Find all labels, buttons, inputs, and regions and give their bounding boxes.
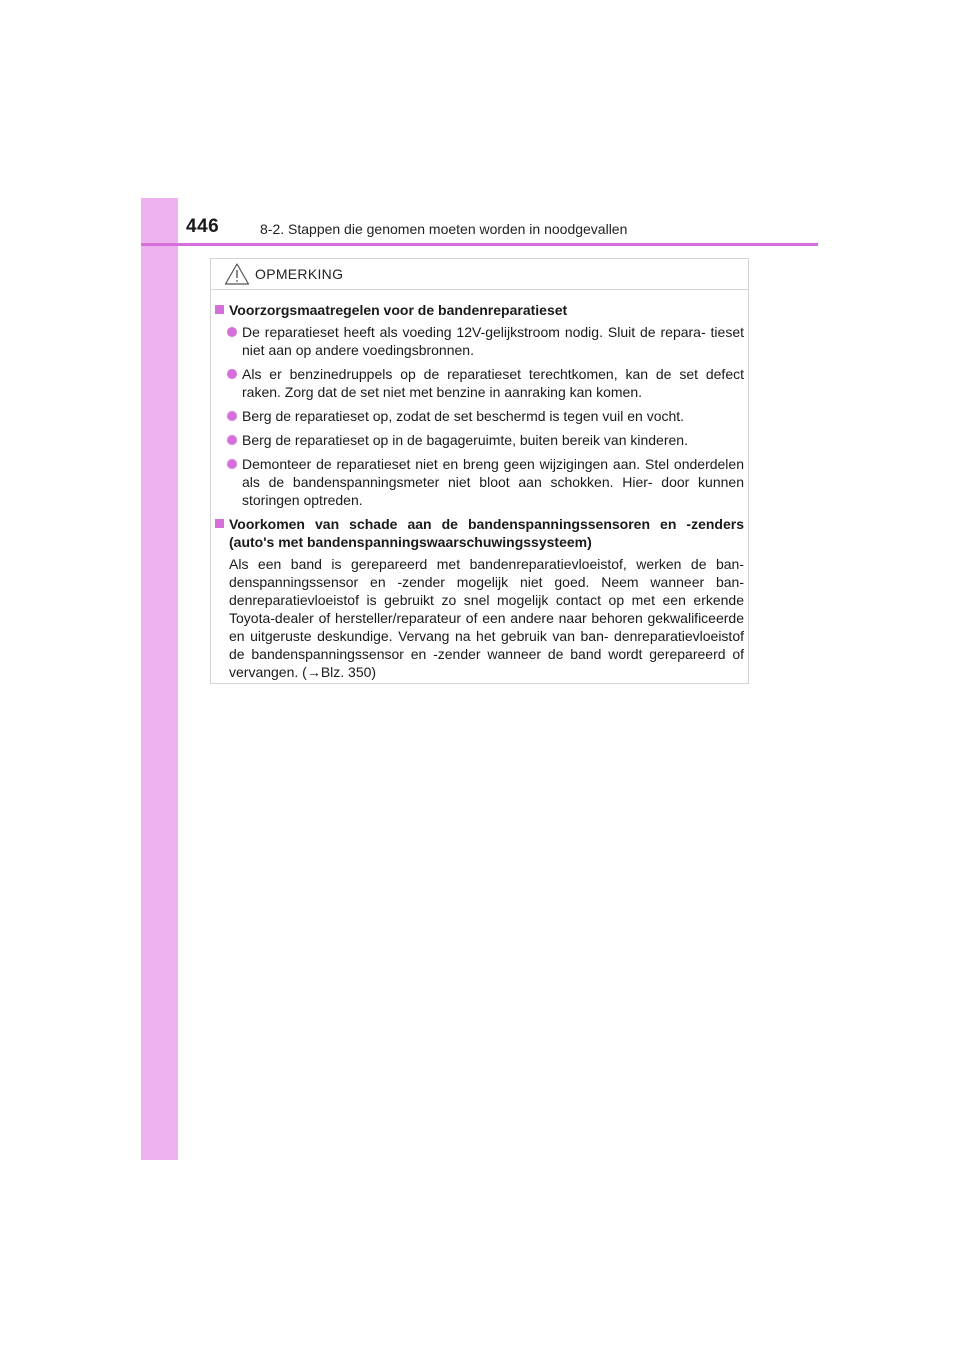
list-item — [227, 323, 744, 359]
topic-heading — [215, 515, 744, 551]
page-number: 446 — [186, 216, 220, 237]
circle-bullet-icon — [227, 459, 237, 469]
list-item-text: Als er benzinedruppels op de reparatieset terechtkomen, kan de set defect raken. Zorg dat de set niet met benzine in aanraking kan komen. — [242, 366, 744, 400]
square-bullet-icon — [215, 519, 224, 528]
circle-bullet-icon — [227, 411, 237, 421]
list-item — [227, 431, 744, 449]
list-item — [227, 407, 744, 425]
circle-bullet-icon — [227, 327, 237, 337]
list-item — [227, 365, 744, 401]
circle-bullet-icon — [227, 435, 237, 445]
list-item-text: De reparatieset heeft als voeding 12V-gelijkstroom nodig. Sluit de repara- tieset niet aan op andere voedingsbronnen. — [242, 324, 744, 358]
list-item — [227, 455, 744, 509]
notice-title: OPMERKING — [255, 266, 344, 282]
list-item-text: Demonteer de reparatieset niet en breng geen wijzigingen aan. Stel onderdelen als de bandenspanningsmeter niet bloot aan schokken. Hier- door kunnen storingen optreden. — [242, 456, 744, 508]
side-color-band — [141, 198, 178, 1160]
topic-title: Voorzorgsmaatregelen voor de bandenreparatieset — [229, 302, 568, 318]
topic-paragraph: Als een band is gerepareerd met bandenreparatievloeistof, werken de ban- denspanningssensor en -zender mogelijk niet goed. Neem wanneer ban- denreparatievloeistof is gebruikt zo snel mogelijk contact op met een erkende Toyota-dealer of hersteller/reparateur of een andere naar behoren gekwalificeerde en uitgeruste deskundige. Vervang na het gebruik van ban- denreparatievloeistof de bandenspanningssensor en -zender wanneer de band wordt gerepareerd of vervangen. (→Blz. 350) — [229, 556, 744, 680]
warning-triangle-icon — [224, 262, 250, 286]
notice-content — [215, 301, 744, 681]
circle-bullet-icon — [227, 369, 237, 379]
section-title: 8-2. Stappen die genomen moeten worden in noodgevallen — [260, 221, 628, 237]
page-header — [178, 198, 818, 244]
topic-heading — [215, 301, 744, 319]
header-rule — [141, 243, 818, 246]
list-item-text: Berg de reparatieset op, zodat de set beschermd is tegen vuil en vocht. — [242, 408, 685, 424]
square-bullet-icon — [215, 305, 224, 314]
topic-title: Voorkomen van schade aan de bandenspanningssensoren en -zenders (auto's met bandenspanningswaarschuwingssysteem) — [229, 516, 744, 550]
notice-box — [210, 258, 749, 684]
list-item-text: Berg de reparatieset op in de bagageruimte, buiten bereik van kinderen. — [242, 432, 688, 448]
notice-header — [211, 259, 748, 290]
